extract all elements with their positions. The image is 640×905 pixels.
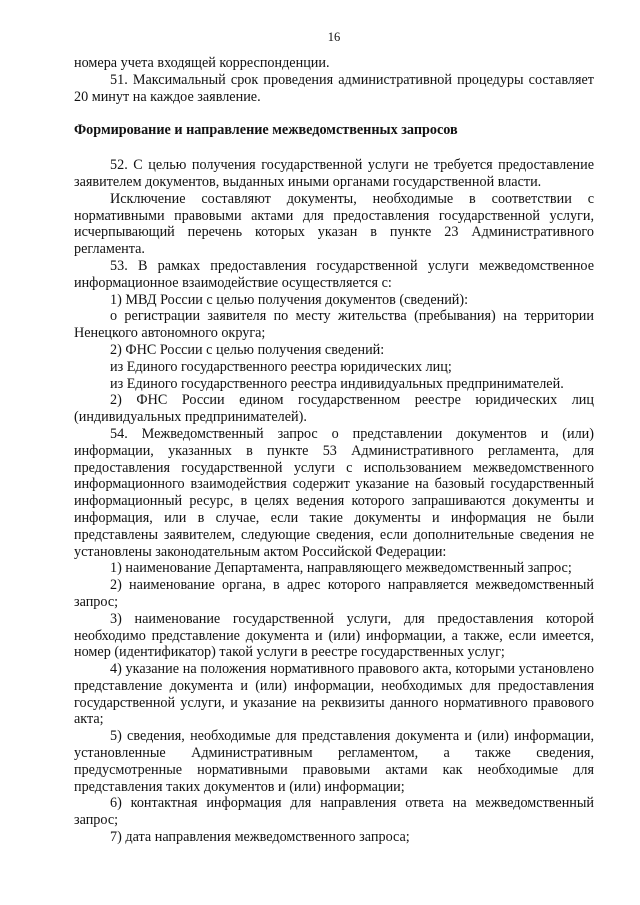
paragraph-53-item-1-detail: о регистрации заявителя по месту жительства (пребывания) на территории Ненецкого автономного округа; (74, 308, 594, 342)
paragraph-52-exception: Исключение составляют документы, необходимые в соответствии с нормативными правовыми актами для предоставления государственной услуги, исчерпывающий перечень которых указан в пункте 23 Административного регламента. (74, 190, 594, 258)
paragraph-54: 54. Межведомственный запрос о представлении документов и (или) информации, указанных в пункте 53 Административного регламента, для предоставления государственной услуги с использованием межведомственного информационного взаимодействия содержит указание на базовый государственный информационный ресурс, в целях ведения которого запрашиваются документы и информация, или в случае, если такие документы и информация не были представлены заявителем, следующие сведения, если дополнительные сведения не установлены законодательным актом Российской Федерации: (74, 425, 594, 560)
paragraph-54-item-2: 2) наименование органа, в адрес которого направляется межведомственный запрос; (74, 577, 594, 610)
paragraph-52: 52. С целью получения государственной услуги не требуется предоставление заявителем документов, выданных иными органами государственной власти. (74, 157, 594, 190)
paragraph-54-item-3: 3) наименование государственной услуги, для предоставления которой необходимо представление документа и (или) информации, а также, если имеется, номер (идентификатор) такой услуги в реестре государственных услуг; (74, 610, 594, 661)
paragraph-53-item-2b: 2) ФНС России едином государственном реестре юридических лиц (индивидуальных предпринимателей). (74, 392, 594, 426)
paragraph-54-item-1: 1) наименование Департамента, направляющего межведомственный запрос; (110, 560, 572, 577)
page-number: 16 (327, 30, 341, 44)
paragraph-53-item-1: 1) МВД России с целью получения документов (сведений): (110, 291, 469, 308)
paragraph-53-item-2: 2) ФНС России с целью получения сведений: (110, 341, 385, 358)
paragraph-53: 53. В рамках предоставления государственной услуги межведомственное информационное взаимодействие осуществляется с: (74, 257, 594, 291)
paragraph-54-item-7: 7) дата направления межведомственного запроса; (110, 829, 410, 846)
section-heading: Формирование и направление межведомственных запросов (74, 122, 458, 139)
paragraph-continuation: номера учета входящей корреспонденции. (74, 55, 330, 71)
paragraph-54-item-4: 4) указание на положения нормативного правового акта, которыми установлено представление документа и (или) информации, необходимых для предоставления государственной услуги, и указание на реквизиты данного нормативного правового акта; (74, 661, 594, 728)
document-body (74, 55, 594, 846)
paragraph-51: 51. Максимальный срок проведения административной процедуры составляет 20 минут на каждое заявление. (74, 71, 594, 105)
paragraph-54-item-6: 6) контактная информация для направления ответа на межведомственный запрос; (74, 795, 594, 829)
paragraph-53-item-2-detail-a: из Единого государственного реестра юридических лиц; (110, 358, 452, 375)
paragraph-54-item-5: 5) сведения, необходимые для представления документа и (или) информации, установленные Административным регламентом, а также сведения, предусмотренные нормативными правовыми актами как необходимые для представления таких документов и (или) информации; (74, 728, 594, 795)
paragraph-53-item-2-detail-b: из Единого государственного реестра индивидуальных предпринимателей. (110, 375, 564, 392)
